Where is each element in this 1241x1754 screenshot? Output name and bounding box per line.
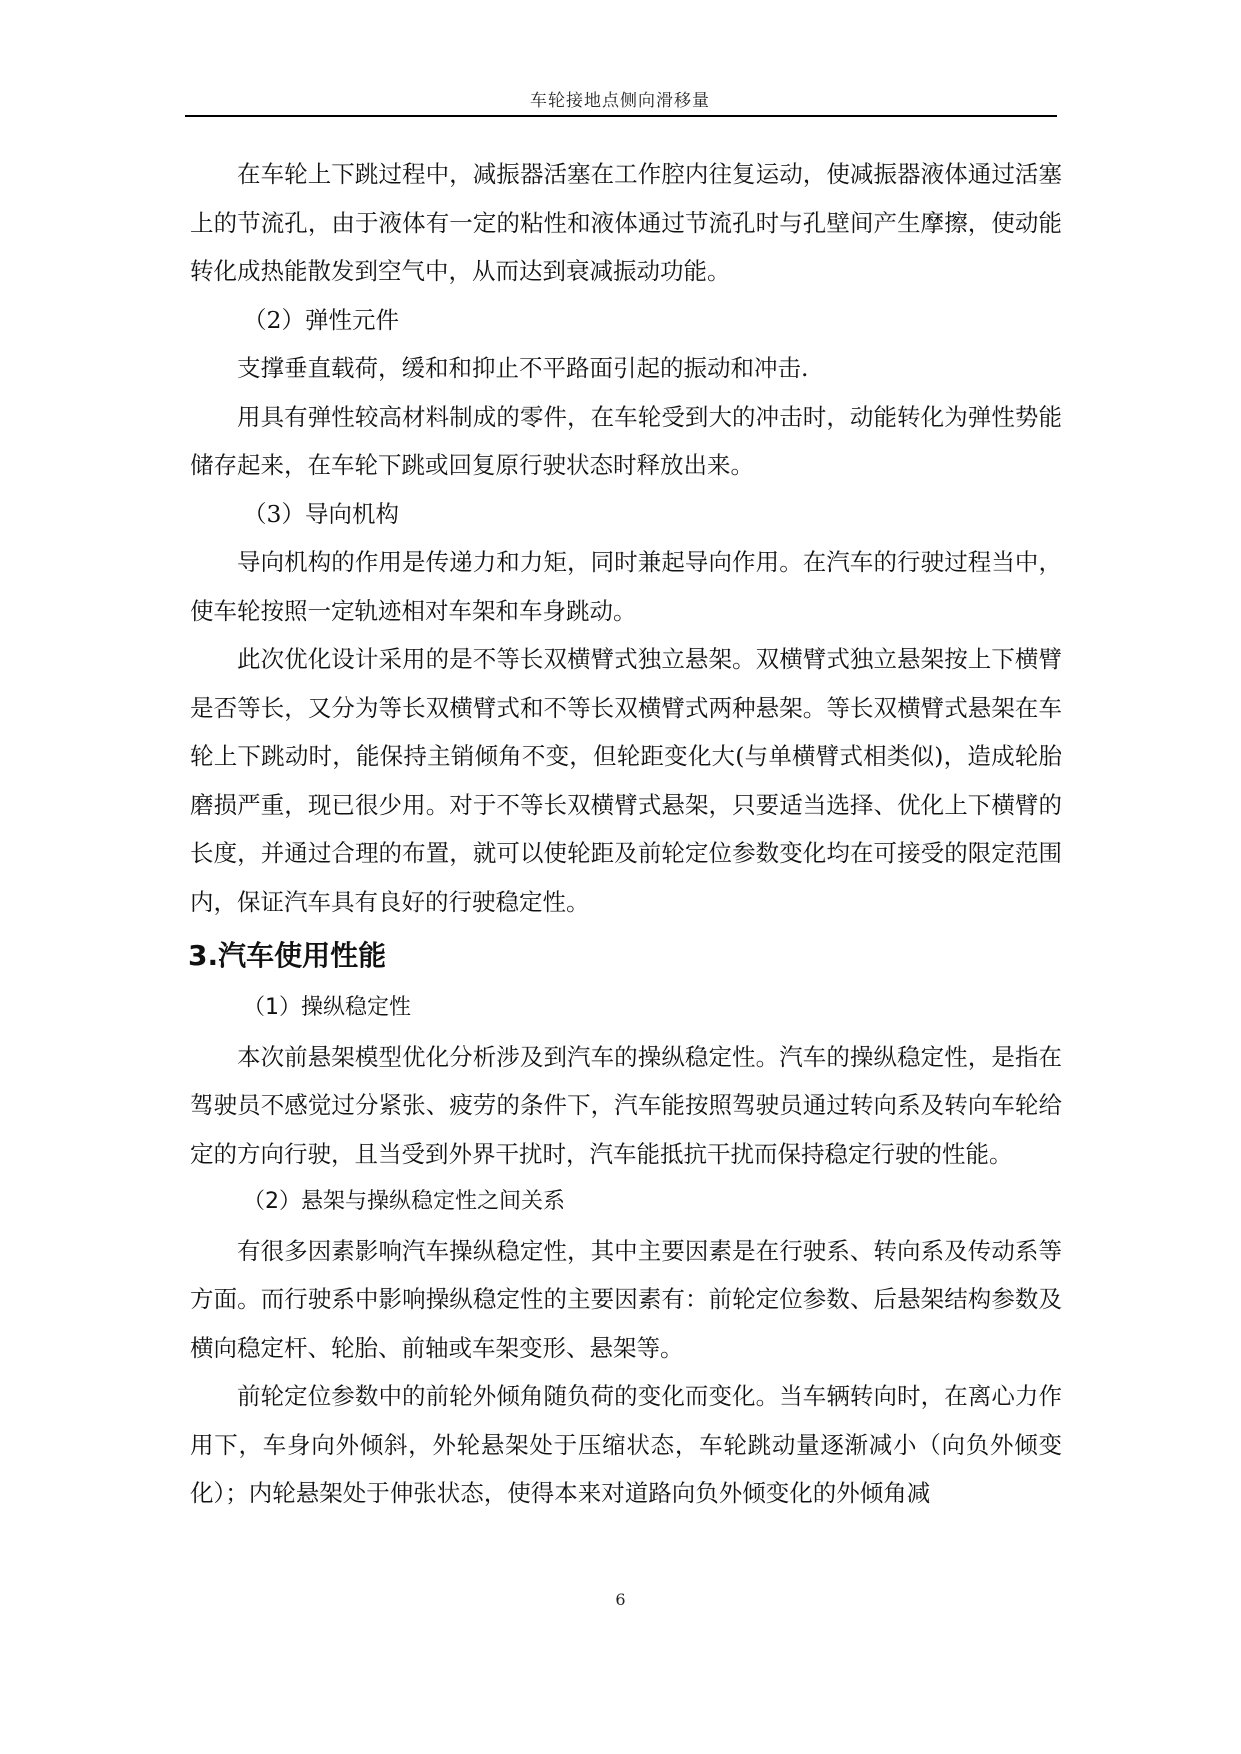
subheading-suspension-relation: （2）悬架与操纵稳定性之间关系 [243, 1189, 565, 1214]
section-heading-vehicle-performance: 3.汽车使用性能 [188, 939, 387, 972]
paragraph-elastic-function: 支撑垂直载荷，缓和和抑止不平路面引起的振动和冲击. [237, 354, 809, 382]
paragraph-handling-stability: 本次前悬架模型优化分析涉及到汽车的操纵稳定性。汽车的操纵稳定性，是指在驾驶员不感觉过分紧张、疲劳的条件下，汽车能按照驾驶员通过转向系及转向车轮给定的方向行驶，且当受到外界干扰时，汽车能抵抗干扰而保持稳定行驶的性能。 [190, 1042, 1062, 1168]
paragraph-guide-mechanism: 导向机构的作用是传递力和力矩，同时兼起导向作用。在汽车的行驶过程当中，使车轮按照一定轨迹相对车架和车身跳动。 [190, 548, 1062, 625]
header-divider [185, 115, 1057, 117]
subheading-handling-stability: （1）操纵稳定性 [243, 995, 411, 1020]
document-body [190, 150, 1062, 1518]
paragraph-influencing-factors: 有很多因素影响汽车操纵稳定性，其中主要因素是在行驶系、转向系及传动系等方面。而行驶系中影响操纵稳定性的主要因素有：前轮定位参数、后悬架结构参数及横向稳定杆、轮胎、前轴或车架变形、悬架等。 [190, 1236, 1062, 1362]
paragraph-double-wishbone: 此次优化设计采用的是不等长双横臂式独立悬架。双横臂式独立悬架按上下横臂是否等长，又分为等长双横臂式和不等长双横臂式两种悬架。等长双横臂式悬架在车轮上下跳动时，能保持主销倾角不变，但轮距变化大(与单横臂式相类似)，造成轮胎磨损严重，现已很少用。对于不等长双横臂式悬架，只要适当选择、优化上下横臂的长度，并通过合理的布置，就可以使轮距及前轮定位参数变化均在可接受的限定范围内，保证汽车具有良好的行驶稳定性。 [190, 645, 1062, 916]
paragraph-damper-operation: 在车轮上下跳过程中，减振器活塞在工作腔内往复运动，使减振器液体通过活塞上的节流孔，由于液体有一定的粘性和液体通过节流孔时与孔壁间产生摩擦，使动能转化成热能散发到空气中，从而达到衰减振动功能。 [190, 160, 1062, 285]
subheading-elastic-element: （2）弹性元件 [243, 305, 399, 334]
subheading-guide-mechanism: （3）导向机构 [243, 499, 399, 528]
page-number: 6 [615, 1590, 626, 1609]
running-header: 车轮接地点侧向滑移量 [530, 91, 710, 111]
paragraph-camber-change: 前轮定位参数中的前轮外倾角随负荷的变化而变化。当车辆转向时，在离心力作用下，车身向外倾斜，外轮悬架处于压缩状态，车轮跳动量逐渐减小（向负外倾变化）；内轮悬架处于伸张状态，使得本来对道路向负外倾变化的外倾角减 [190, 1382, 1062, 1507]
paragraph-elastic-material: 用具有弹性较高材料制成的零件，在车轮受到大的冲击时，动能转化为弹性势能储存起来，在车轮下跳或回复原行驶状态时释放出来。 [190, 402, 1062, 479]
